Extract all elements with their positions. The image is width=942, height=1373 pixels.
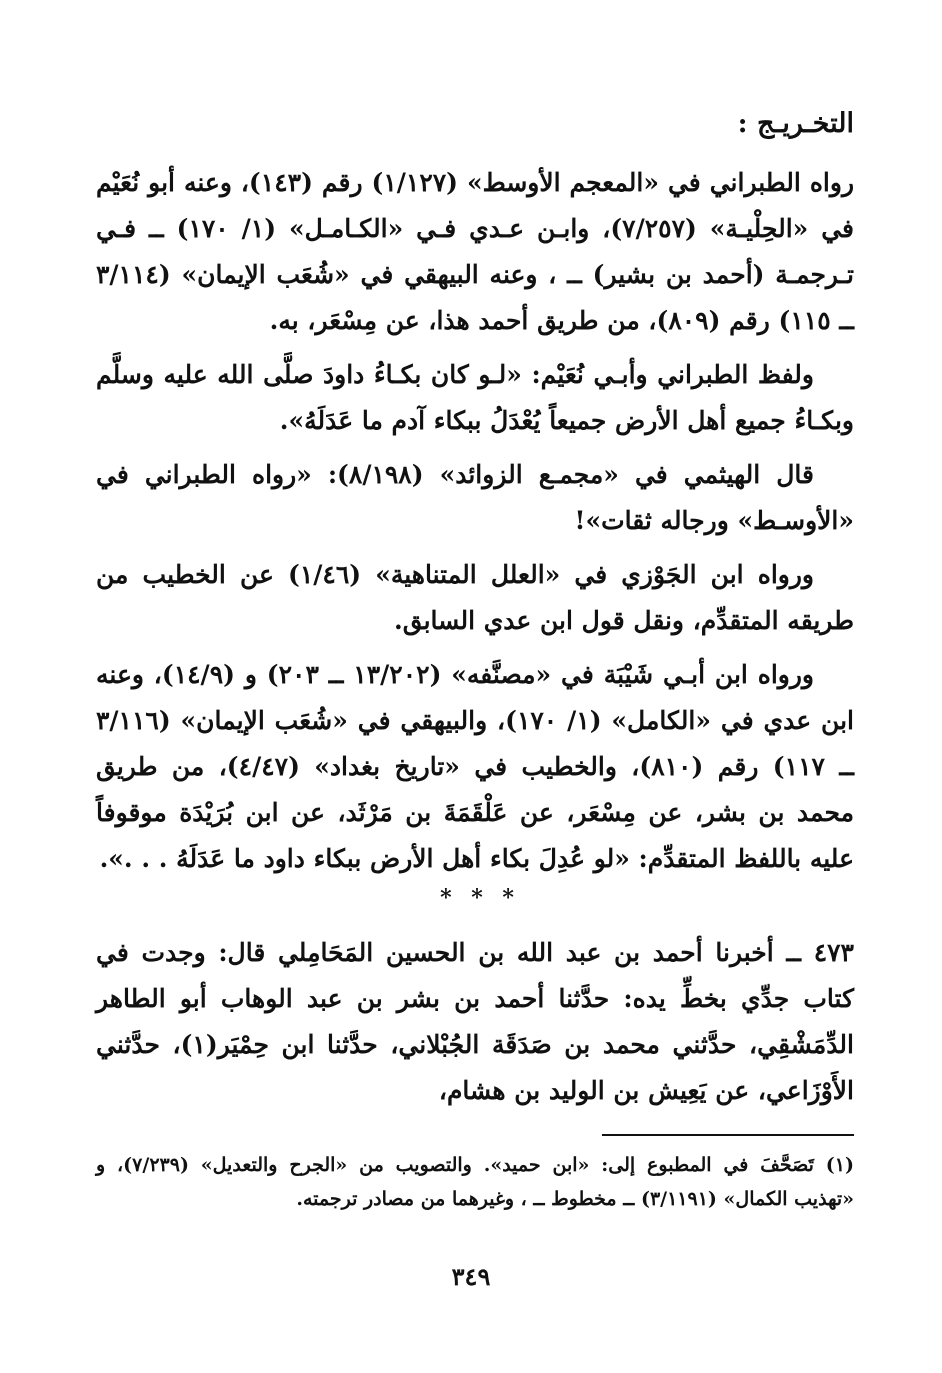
section-separator: * * * (440, 885, 520, 911)
takhrij-paragraph-3: قال الهيثمي في «مجمـع الزوائد» (٨/١٩٨): «رواه الطبراني في «الأوسـط» ورجاله ثقات»! (96, 460, 854, 535)
page-number: ٣٤٩ (451, 1262, 491, 1291)
takhrij-body (96, 160, 854, 882)
takhrij-paragraph-4: ورواه ابن الجَوْزي في «العلل المتناهية» (١/٤٦) عن الخطيب من طريقه المتقدِّم، ونقل قول ابن عدي السابق. (96, 560, 854, 635)
takhrij-paragraph-2: ولفظ الطبراني وأبـي نُعَيْم: «لـو كان بكـاءُ داودَ صلَّى الله عليه وسلَّم وبكـاءُ جميع أهل الأرض جميعاً يُعْدَلُ ببكاء آدم ما عَدَلَهُ». (96, 360, 854, 435)
hadith-block (96, 930, 854, 1114)
footnotes (96, 1148, 854, 1216)
takhrij-paragraph-1: رواه الطبراني في «المعجم الأوسط» (١/١٢٧) رقم (١٤٣)، وعنه أبو نُعَيْم في «الحِلْيـة» (٧/٢٥٧)، وابـن عـدي فـي «الكـامـل» (١/ ١٧٠) ــ فـي تـرجمـة (أحمد بن بشير) ــ ، وعنه البيهقي في «شُعَب الإيمان» (٣/١١٤ ــ ١١٥) رقم (٨٠٩)، من طريق أحمد هذا، عن مِسْعَر، به. (96, 168, 855, 335)
footnote-divider (602, 1134, 854, 1136)
hadith-text: ٤٧٣ ــ أخبرنا أحمد بن عبد الله بن الحسين المَحَامِلي قال: وجدت في كتاب جدِّي بخطِّ يده: حدَّثنا أحمد بن بشر بن عبد الوهاب أبو الطاهر الدِّمَشْقِي، حدَّثني محمد بن صَدَقَة الجُبْلاني، حدَّثنا ابن حِمْيَر(١)، حدَّثني الأَوْزَاعي، عن يَعِيش بن الوليد بن هشام، (96, 938, 854, 1105)
footnote-1: (١) تَصَحَّفَ في المطبوع إلى: «ابن حميد». والتصويب من «الجرح والتعديل» (٧/٢٣٩)، و «تهذيب الكمال» (٣/١١٩١) ــ مخطوط ــ ، وغيرهما من مصادر ترجمته. (96, 1154, 855, 1210)
section-heading: التخـريـج : (737, 108, 854, 139)
takhrij-paragraph-5: ورواه ابن أبـي شَيْبَة في «مصنَّفه» (١٣/٢٠٢ ــ ٢٠٣) و (١٤/٩)، وعنه ابن عدي في «الكامل» (١/ ١٧٠)، والبيهقي في «شُعَب الإيمان» (٣/١١٦ ــ ١١٧) رقم (٨١٠)، والخطيب في «تاريخ بغداد» (٤/٤٧)، من طريق محمد بن بشر، عن مِسْعَر، عن عَلْقَمَةَ بن مَرْثَد، عن ابن بُرَيْدَة موقوفاً عليه باللفظ المتقدِّم: «لو عُدِلَ بكاء أهل الأرض ببكاء داود ما عَدَلَهُ . . .». (96, 660, 854, 873)
